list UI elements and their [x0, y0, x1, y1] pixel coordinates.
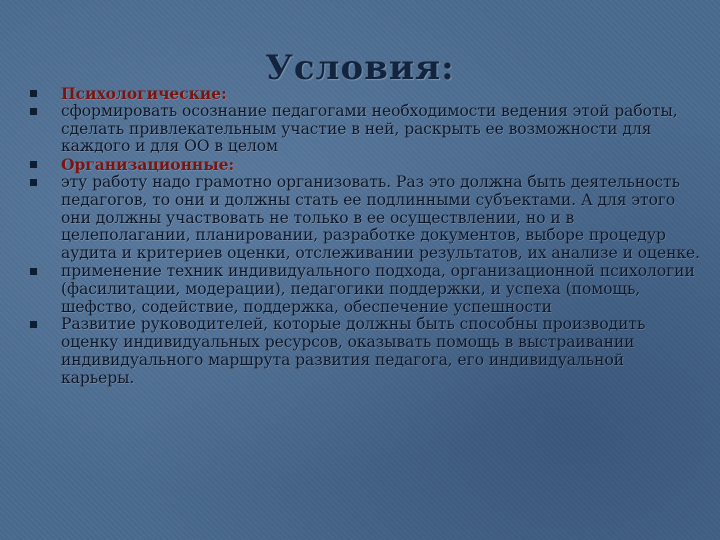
- bullet-item-organizational-desc: [30, 174, 702, 263]
- bullet-item-leaders-development: [30, 316, 702, 387]
- square-bullet-icon: [30, 108, 37, 115]
- bullet-item-techniques: [30, 263, 702, 316]
- bullet-text: сформировать осознание педагогами необходимости ведения этой работы, сделать привлекательным участие в ней, раскрыть ее возможности для каждого и для ОО в целом: [61, 101, 678, 156]
- bullet-item-psychological-desc: [30, 103, 702, 156]
- square-bullet-icon: [30, 321, 37, 328]
- square-bullet-icon: [30, 90, 37, 97]
- slide-title: [0, 48, 720, 88]
- bullet-item-organizational-heading: [30, 156, 702, 174]
- bullet-text: Психологические:: [61, 84, 227, 103]
- square-bullet-icon: [30, 268, 37, 275]
- slide-title-text: Условия:: [265, 48, 455, 88]
- bullet-text: эту работу надо грамотно организовать. Раз это должна быть деятельность педагогов, то они и должны стать ее подлинными субъектами. А для этого они должны участвовать не только в ее осуществлении, но и в целеполагании, планировании, разработке документов, выборе процедур аудита и критериев оценки, отслеживании результатов, их анализе и оценке.: [61, 172, 700, 263]
- bullet-item-psychological-heading: [30, 85, 702, 103]
- bullet-text: применение техник индивидуального подхода, организационной психологии (фасилитации, модерации), педагогики поддержки, и успеха (помощь, шефство, содействие, поддержка, обеспечение успешности: [61, 261, 695, 316]
- bullet-text: Организационные:: [61, 155, 235, 175]
- square-bullet-icon: [30, 179, 37, 186]
- bullet-list: [30, 85, 702, 388]
- square-bullet-icon: [30, 161, 37, 168]
- bullet-text: Развитие руководителей, которые должны быть способны производить оценку индивидуальных ресурсов, оказывать помощь в выстраивании индивидуального маршрута развития педагога, его индивидуальной карьеры.: [61, 315, 646, 387]
